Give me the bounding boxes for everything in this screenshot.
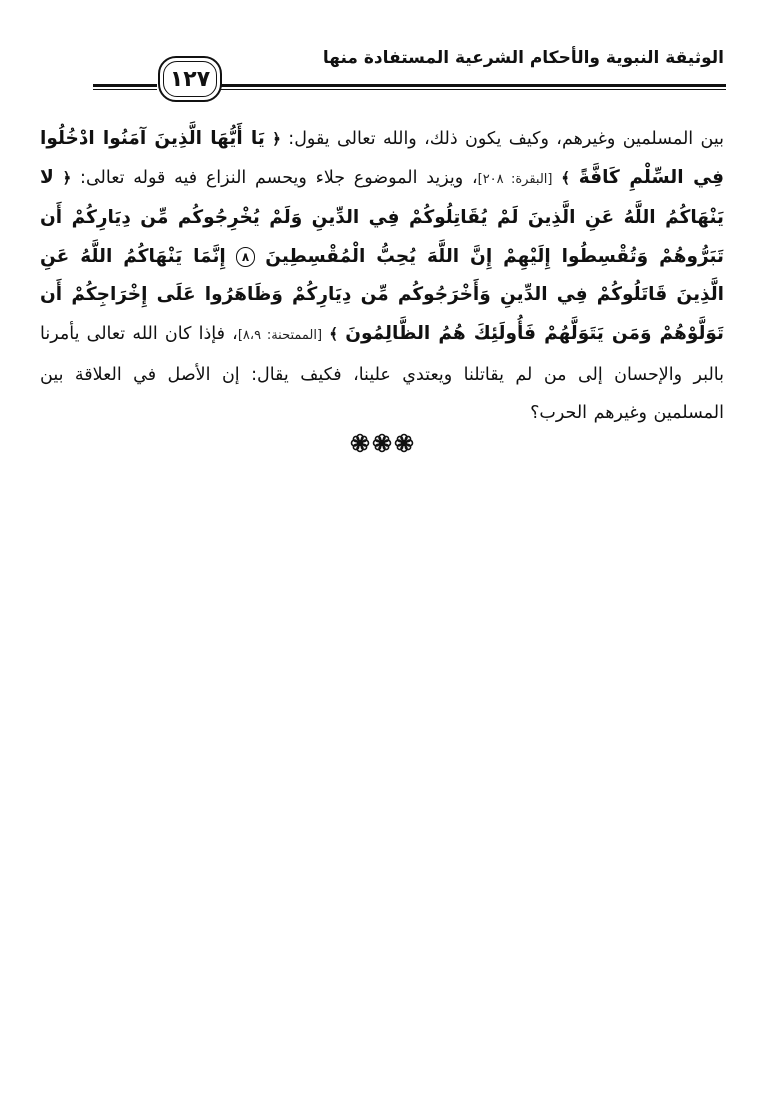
intro-text: بين المسلمين وغيرهم، وكيف يكون ذلك، والله تعالى يقول: <box>288 129 724 149</box>
body-paragraph <box>40 120 724 433</box>
verse-reference-mumtahanah: [الممتحنة: ٨،٩] <box>237 327 323 343</box>
quran-verse-mumtahanah-9: إِنَّمَا يَنْهَاكُمُ اللَّهُ عَنِ الَّذِينَ قَاتَلُوكُمْ فِي الدِّينِ وَأَخْرَجُوكُم مِّن دِيَارِكُمْ وَظَاهَرُوا عَلَى إِخْرَاجِكُمْ أَن تَوَلَّوْهُمْ وَمَن يَتَوَلَّهُمْ فَأُولَئِكَ هُمُ الظَّالِمُونَ <box>40 245 724 344</box>
header-rule-left-thin <box>93 89 157 90</box>
flower-ornament-icon <box>350 433 370 453</box>
quran-verse-baqarah: يَا أَيُّهَا الَّذِينَ آمَنُوا ادْخُلُوا فِي السِّلْمِ كَافَّةً <box>40 128 724 188</box>
quran-verse-mumtahanah-8: لا يَنْهَاكُمُ اللَّهُ عَنِ الَّذِينَ لَمْ يُقَاتِلُوكُمْ فِي الدِّينِ وَلَمْ يُخْرِجُوكُم مِّن دِيَارِكُمْ أَن تَبَرُّوهُمْ وَتُقْسِطُوا إِلَيْهِمْ إِنَّ اللَّهَ يُحِبُّ الْمُقْسِطِينَ <box>40 166 724 267</box>
flower-ornament-icon <box>394 433 414 453</box>
quote-open-bracket: ﴿ <box>272 130 281 148</box>
connecting-text: ، ويزيد الموضوع جلاء ويحسم النزاع فيه قوله تعالى: <box>80 167 478 188</box>
flower-ornament-icon <box>372 433 392 453</box>
conclusion-text: ، فإذا كان الله تعالى يأمرنا بالبر والإحسان إلى من لم يقاتلنا ويعتدي علينا، فكيف يقال: إن الأصل في العلاقة بين المسلمين وغيرهم الحرب؟ <box>40 323 724 424</box>
header-rule-thick <box>220 84 726 87</box>
quote-close-bracket-2: ﴾ <box>329 324 339 343</box>
page-number: ١٢٧ <box>169 66 211 92</box>
header-rule-thin <box>220 89 726 90</box>
quote-open-bracket-2: ﴿ <box>62 168 72 187</box>
ayah-number-marker: ٨ <box>236 247 255 267</box>
verse-reference-baqarah: [البقرة: ٢٠٨] <box>477 171 553 187</box>
quote-close-bracket: ﴾ <box>561 168 570 187</box>
running-header-title: الوثيقة النبوية والأحكام الشرعية المستفادة منها <box>322 48 724 68</box>
header-rule-left-thick <box>93 84 157 87</box>
page-number-frame <box>158 56 222 102</box>
section-separator <box>0 433 764 453</box>
